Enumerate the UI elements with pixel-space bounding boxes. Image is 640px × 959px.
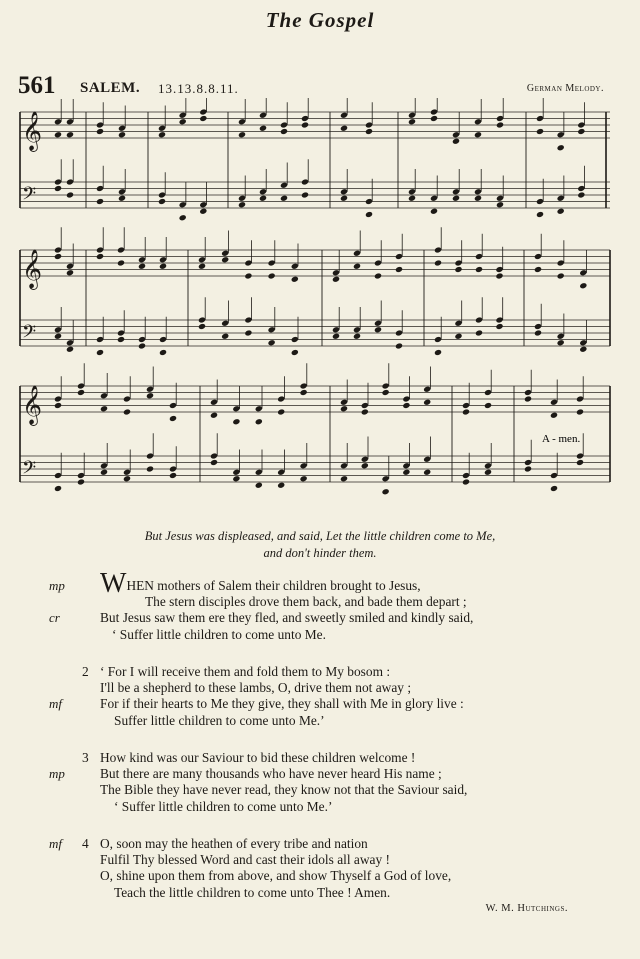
notehead (158, 131, 166, 138)
section-title: The Gospel (265, 8, 375, 32)
notehead (557, 272, 565, 279)
music-score (0, 98, 640, 498)
dynamic-marking: mf (49, 836, 62, 851)
notehead (199, 208, 207, 215)
score-systems (20, 98, 610, 495)
notehead (54, 333, 62, 340)
notehead (66, 346, 74, 353)
notehead (484, 402, 492, 409)
verse-line-text: HEN mothers of Salem their children brought to Jesus, (126, 578, 421, 593)
notehead (277, 408, 285, 415)
notehead (402, 469, 410, 476)
tune-name: SALEM. (80, 80, 141, 96)
notehead (54, 402, 62, 409)
notehead (300, 389, 308, 396)
notehead (474, 131, 482, 138)
notehead (462, 478, 470, 485)
drop-cap: W (100, 568, 127, 599)
verse-number: 2 (82, 664, 89, 679)
notehead (353, 263, 361, 270)
notehead (291, 276, 299, 283)
notehead (199, 115, 207, 122)
notehead (577, 128, 585, 135)
notehead (423, 399, 431, 406)
notehead (577, 191, 585, 198)
notehead (138, 342, 146, 349)
dynamic-marking: mf (49, 696, 62, 712)
notehead (557, 208, 565, 215)
notehead (118, 131, 126, 138)
notehead (340, 475, 348, 482)
notehead (232, 418, 240, 425)
notehead (268, 272, 276, 279)
notehead (496, 121, 504, 128)
notehead (238, 201, 246, 208)
verse-line: The stern disciples drove them back, and bade them depart ; (145, 594, 467, 610)
notehead (340, 405, 348, 412)
notehead (524, 395, 532, 402)
notehead (198, 323, 206, 330)
notehead (255, 482, 263, 489)
notehead (238, 131, 246, 138)
notehead (210, 412, 218, 419)
notehead (374, 272, 382, 279)
notehead (54, 253, 62, 260)
verse-number: 3 (82, 750, 89, 765)
notehead (430, 115, 438, 122)
notehead (382, 488, 390, 495)
notehead (550, 412, 558, 419)
notehead (179, 118, 187, 125)
notehead (402, 402, 410, 409)
notehead (300, 475, 308, 482)
notehead (361, 462, 369, 469)
notehead (301, 191, 309, 198)
notehead (340, 125, 348, 132)
notehead (454, 333, 462, 340)
notehead (576, 459, 584, 466)
epigraph-line-1: But Jesus was displeased, and said, Let the little children come to Me, (144, 529, 496, 543)
notehead (474, 195, 482, 202)
treble-clef-icon: 𝄞 (22, 384, 43, 425)
notehead (495, 323, 503, 330)
notehead (434, 259, 442, 266)
notehead (301, 121, 309, 128)
notehead (353, 333, 361, 340)
notehead (536, 128, 544, 135)
verse-line: But there are many thousands who have never heard His name ; (100, 766, 442, 782)
verse-line (100, 568, 421, 599)
notehead (96, 253, 104, 260)
notehead (54, 485, 62, 492)
meter: 13.13.8.8.11. (158, 81, 239, 96)
notehead (365, 128, 373, 135)
hymn-number: 561 (18, 72, 56, 99)
verse-line: ‘ Suffer little children to come unto Me. (112, 626, 326, 642)
epigraph-line-2: and don't hinder them. (263, 546, 377, 560)
notehead (118, 195, 126, 202)
notehead (382, 389, 390, 396)
notehead (340, 195, 348, 202)
notehead (66, 131, 74, 138)
notehead (365, 211, 373, 218)
notehead (117, 259, 125, 266)
dynamic-marking: cr (49, 610, 60, 626)
notehead (221, 256, 229, 263)
verse-line: O, shine upon them from above, and show Thyself a God of love, (100, 868, 452, 884)
notehead (66, 191, 74, 198)
notehead (395, 342, 403, 349)
notehead (408, 195, 416, 202)
notehead (374, 326, 382, 333)
notehead (361, 408, 369, 415)
notehead (332, 333, 340, 340)
tune-source: German Melody. (526, 83, 604, 94)
verse-line: Teach the little children to come unto Thee ! Amen. (114, 884, 391, 900)
notehead (557, 339, 565, 346)
notehead (146, 465, 154, 472)
notehead (100, 405, 108, 412)
notehead (244, 272, 252, 279)
verse-line: ‘ Suffer little children to come unto Me.’ (114, 798, 333, 814)
notehead (452, 138, 460, 145)
notehead (259, 195, 267, 202)
notehead (169, 472, 177, 479)
dynamic-marking: mp (49, 578, 65, 593)
notehead (579, 346, 587, 353)
notehead (462, 408, 470, 415)
notehead (138, 263, 146, 270)
verse-line: How kind was our Saviour to bid these children welcome ! (100, 750, 416, 765)
notehead (146, 392, 154, 399)
notehead (454, 266, 462, 273)
notehead (123, 408, 131, 415)
notehead (96, 128, 104, 135)
notehead (496, 201, 504, 208)
notehead (475, 266, 483, 273)
notehead (159, 263, 167, 270)
verse-line: I'll be a shepherd to these lambs, O, drive them not away ; (100, 680, 412, 696)
notehead (534, 266, 542, 273)
epigraph (60, 528, 580, 562)
treble-clef-icon: 𝄞 (22, 248, 43, 289)
notehead (54, 185, 62, 192)
notehead (524, 465, 532, 472)
notehead (536, 211, 544, 218)
notehead (268, 339, 276, 346)
notehead (210, 459, 218, 466)
notehead (255, 418, 263, 425)
notehead (232, 475, 240, 482)
notehead (557, 144, 565, 151)
notehead (332, 276, 340, 283)
notehead (244, 329, 252, 336)
notehead (221, 333, 229, 340)
bass-clef-icon: 𝄢 (22, 321, 37, 347)
verse-line: Suffer little children to come unto Me.’ (114, 712, 325, 728)
notehead (550, 485, 558, 492)
notehead (158, 198, 166, 205)
author-credit: W. M. Hutchings. (485, 903, 568, 914)
amen-lyric: A - men. (542, 433, 581, 445)
notehead (408, 118, 416, 125)
notehead (579, 282, 587, 289)
notehead (434, 349, 442, 356)
notehead (117, 336, 125, 343)
notehead (395, 266, 403, 273)
bass-clef-icon: 𝄢 (22, 457, 37, 483)
notehead (77, 389, 85, 396)
notehead (495, 272, 503, 279)
notehead (123, 475, 131, 482)
notehead (423, 469, 431, 476)
treble-clef-icon: 𝄞 (22, 110, 43, 151)
notehead (198, 263, 206, 270)
bass-clef-icon: 𝄢 (22, 183, 37, 209)
notehead (77, 478, 85, 485)
notehead (484, 469, 492, 476)
notehead (576, 408, 584, 415)
notehead (169, 415, 177, 422)
notehead (280, 128, 288, 135)
notehead (66, 269, 74, 276)
notehead (475, 329, 483, 336)
notehead (96, 349, 104, 356)
verse-number: 4 (82, 836, 89, 851)
verse-line: O, soon may the heathen of every tribe and nation (100, 836, 368, 851)
notehead (291, 349, 299, 356)
verse-line: The Bible they have never read, they know not that the Saviour said, (100, 782, 468, 798)
verse-line: Fulfil Thy blessed Word and cast their idols all away ! (100, 852, 390, 868)
notehead (96, 198, 104, 205)
notehead (277, 482, 285, 489)
verse-line: But Jesus saw them ere they fled, and sweetly smiled and kindly said, (100, 610, 474, 626)
verse-line: ‘ For I will receive them and fold them to My bosom : (100, 664, 391, 679)
notehead (100, 469, 108, 476)
notehead (179, 214, 187, 221)
notehead (534, 329, 542, 336)
notehead (159, 349, 167, 356)
notehead (430, 208, 438, 215)
notehead (280, 195, 288, 202)
dynamic-marking: mp (49, 766, 65, 782)
verse-line: For if their hearts to Me they give, they shall with Me in glory live : (100, 696, 464, 712)
notehead (54, 131, 62, 138)
notehead (259, 125, 267, 132)
notehead (452, 195, 460, 202)
